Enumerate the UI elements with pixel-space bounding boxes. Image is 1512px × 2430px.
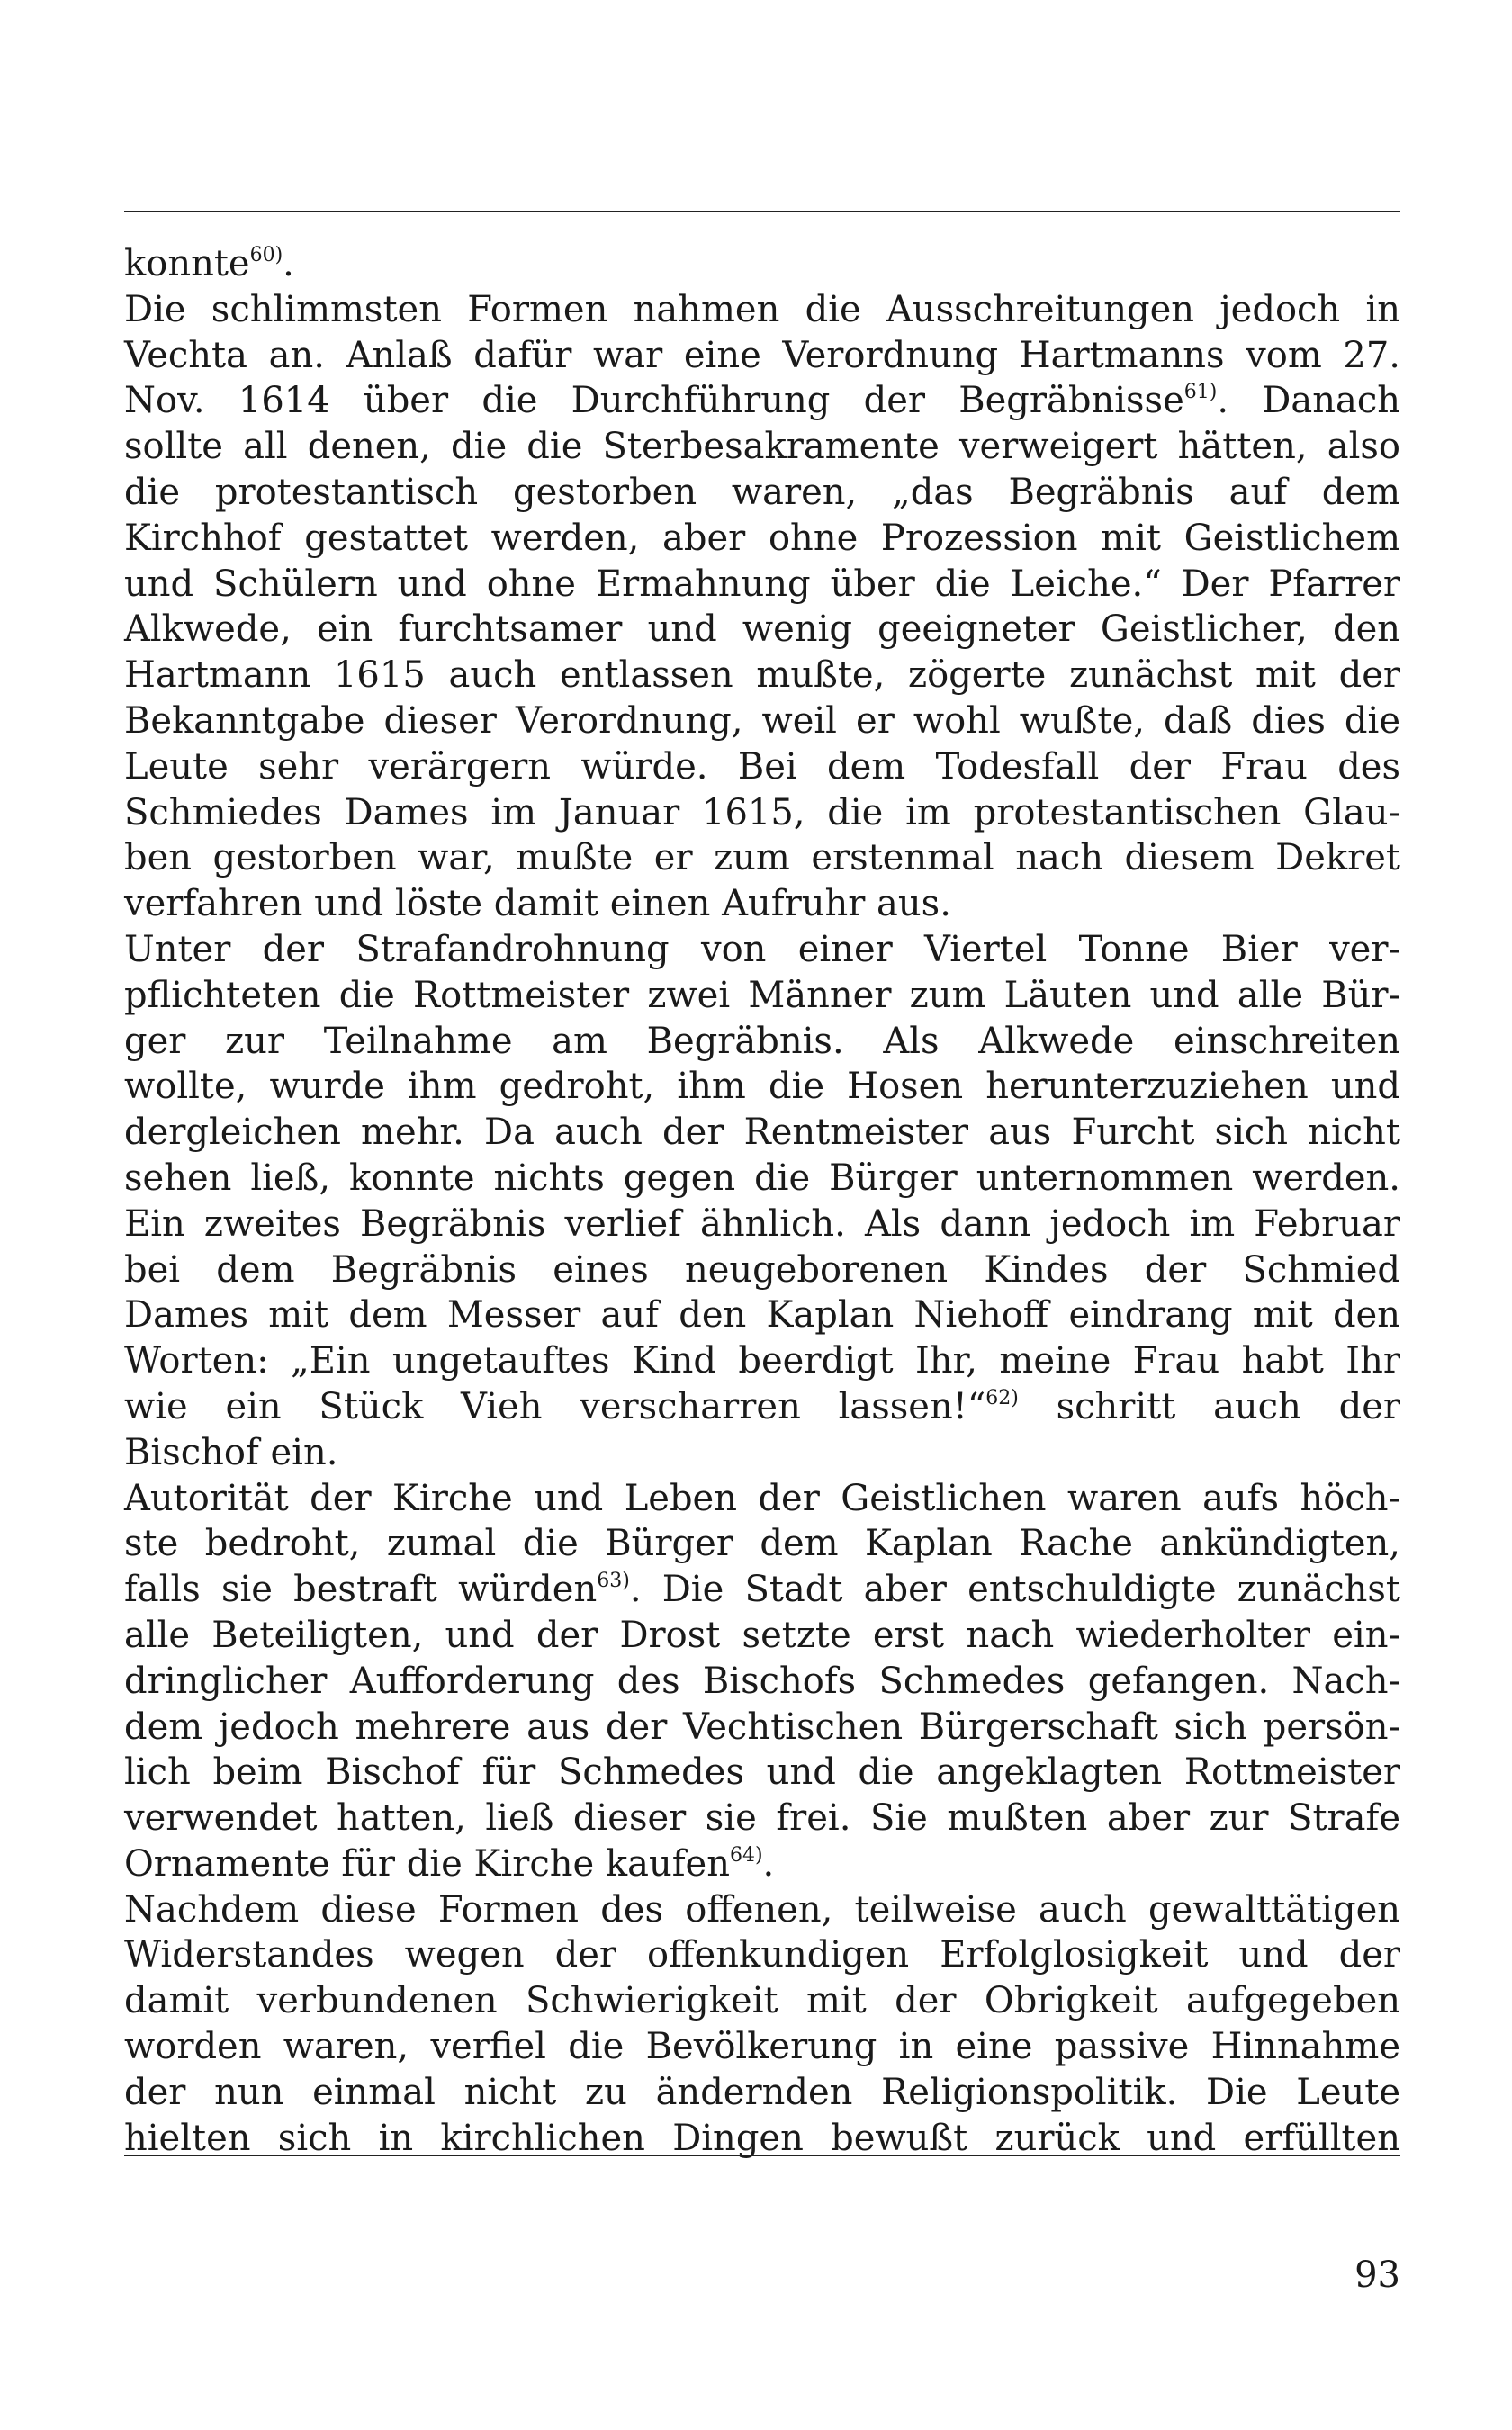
text-line [124,790,1400,836]
text-line [124,652,1400,698]
text-line [124,287,1400,333]
line-text: Bischof ein. [124,1431,338,1473]
footnote-reference: 64) [729,1843,763,1867]
line-text-tail: . Danach [1217,380,1400,422]
line-text: wie ein Stück Vieh verscharren lassen!“ [124,1385,986,1427]
text-line [124,2070,1400,2116]
text-line [124,1064,1400,1110]
line-text: Worten: „Ein ungetauftes Kind beerdigt Ihr, meine Frau habt Ihr [124,1340,1400,1382]
text-line [124,1430,1400,1476]
text-line [124,241,1400,287]
page-number: 93 [1354,2254,1400,2296]
line-text: ger zur Teilnahme am Begräbnis. Als Alkwede einschreiten [124,1020,1400,1062]
body-text [124,241,1400,2161]
line-text: Nachdem diese Formen des offenen, teilweise auch gewalttätigen [124,1888,1400,1930]
text-line [124,1796,1400,1841]
line-text: dringlicher Aufforderung des Bischofs Schmedes gefangen. Nach- [124,1660,1400,1702]
line-text: wollte, wurde ihm gedroht, ihm die Hosen herunterzuziehen und [124,1066,1400,1108]
line-text: Die schlimmsten Formen nahmen die Ausschreitungen jedoch in [124,288,1400,330]
line-text: der nun einmal nicht zu ändernden Religionspolitik. Die Leute [124,2071,1400,2113]
text-line [124,562,1400,608]
text-line [124,1292,1400,1338]
line-text: und Schülern und ohne Ermahnung über die Leiche.“ Der Pfarrer [124,562,1400,605]
line-text: Widerstandes wegen der offenkundigen Erfolglosigkeit und der [124,1934,1400,1976]
line-text-tail: . Die Stadt aber entschuldigte zunächst [629,1569,1400,1611]
text-line [124,516,1400,562]
line-text: Schmiedes Dames im Januar 1615, die im protestantischen Glau- [124,791,1400,833]
line-text: alle Beteiligten, und der Drost setzte erst nach wiederholter ein- [124,1614,1400,1656]
text-line [124,2024,1400,2070]
text-line [124,1019,1400,1065]
line-text: Unter der Strafandrohnung von einer Viertel Tonne Bier ver- [124,928,1400,970]
line-text: verfahren und löste damit einen Aufruhr aus. [124,883,951,925]
line-text: damit verbundenen Schwierigkeit mit der Obrigkeit aufgegeben [124,1980,1400,2022]
text-line [124,1567,1400,1613]
line-text: Kirchhof gestattet werden, aber ohne Prozession mit Geistlichem [124,517,1400,559]
line-text: die protestantisch gestorben waren, „das Begräbnis auf dem [124,471,1400,513]
footnote-reference: 60) [249,244,284,266]
line-text: Leute sehr verärgern würde. Bei dem Todesfall der Frau des [124,745,1400,788]
text-line [124,1338,1400,1384]
text-line [124,1978,1400,2024]
text-line [124,1613,1400,1659]
text-line [124,1705,1400,1750]
bottom-rule [124,2155,1400,2156]
text-line [124,927,1400,973]
text-line [124,1384,1400,1430]
line-text-tail: . [762,1842,775,1885]
line-text: Autorität der Kirche und Leben der Geistlichen waren aufs höch- [124,1477,1400,1519]
text-line [124,744,1400,790]
text-line [124,1476,1400,1522]
line-text: sollte all denen, die die Sterbesakramente verweigert hätten, also [124,426,1400,468]
line-text: verwendet hatten, ließ dieser sie frei. Sie mußten aber zur Strafe [124,1797,1400,1840]
line-text: Vechta an. Anlaß dafür war eine Verordnung Hartmanns vom 27. [124,334,1400,376]
text-line [124,333,1400,379]
line-text: hielten sich in kirchlichen Dingen bewußt zurück und erfüllten [124,2117,1400,2159]
line-text: Ornamente für die Kirche kaufen [124,1842,730,1885]
text-line [124,835,1400,881]
text-line [124,1932,1400,1978]
line-text: Dames mit dem Messer auf den Kaplan Niehoff eindrang mit den [124,1294,1400,1336]
footnote-reference: 62) [986,1386,1019,1409]
line-text: bei dem Begräbnis eines neugeborenen Kindes der Schmied [124,1248,1400,1291]
line-text: Hartmann 1615 auch entlassen mußte, zögerte zunächst mit der [124,654,1400,697]
text-line [124,1659,1400,1705]
text-line [124,1156,1400,1202]
line-text: dergleichen mehr. Da auch der Rentmeister aus Furcht sich nicht [124,1112,1400,1154]
footnote-reference: 61) [1184,381,1218,404]
line-text-tail: . [283,243,294,284]
line-text: Alkwede, ein furchtsamer und wenig geeigneter Geistlicher, den [124,608,1400,651]
text-line [124,470,1400,516]
line-text: ste bedroht, zumal die Bürger dem Kaplan Rache ankündigten, [124,1523,1400,1565]
text-line [124,1750,1400,1796]
text-line [124,1110,1400,1156]
text-line [124,698,1400,744]
text-line [124,1202,1400,1247]
text-line [124,1841,1400,1887]
line-text: pflichteten die Rottmeister zwei Männer zum Läuten und alle Bür- [124,974,1400,1016]
line-text: falls sie bestraft würden [124,1569,598,1611]
line-text: dem jedoch mehrere aus der Vechtischen Bürgerschaft sich persön- [124,1706,1400,1748]
text-line [124,881,1400,927]
line-text: lich beim Bischof für Schmedes und die angeklagten Rottmeister [124,1751,1400,1794]
text-line [124,973,1400,1019]
text-line [124,424,1400,470]
line-text-tail: schritt auch der [1018,1385,1400,1427]
text-line [124,1887,1400,1933]
line-text: worden waren, verfiel die Bevölkerung in eine passive Hinnahme [124,2026,1400,2068]
line-text: sehen ließ, konnte nichts gegen die Bürger unternommen werden. [124,1156,1400,1199]
top-rule [124,211,1400,212]
line-text: ben gestorben war, mußte er zum erstenmal nach diesem Dekret [124,837,1400,879]
line-text: Bekanntgabe dieser Verordnung, weil er wohl wußte, daß dies die [124,699,1400,742]
text-line [124,1247,1400,1293]
text-line [124,378,1400,424]
line-text: Nov. 1614 über die Durchführung der Begräbnisse [124,380,1184,422]
text-line [124,607,1400,652]
line-text: konnte [124,243,250,284]
line-text: Ein zweites Begräbnis verlief ähnlich. Als dann jedoch im Februar [124,1202,1400,1245]
text-line [124,1521,1400,1567]
footnote-reference: 63) [597,1570,630,1593]
